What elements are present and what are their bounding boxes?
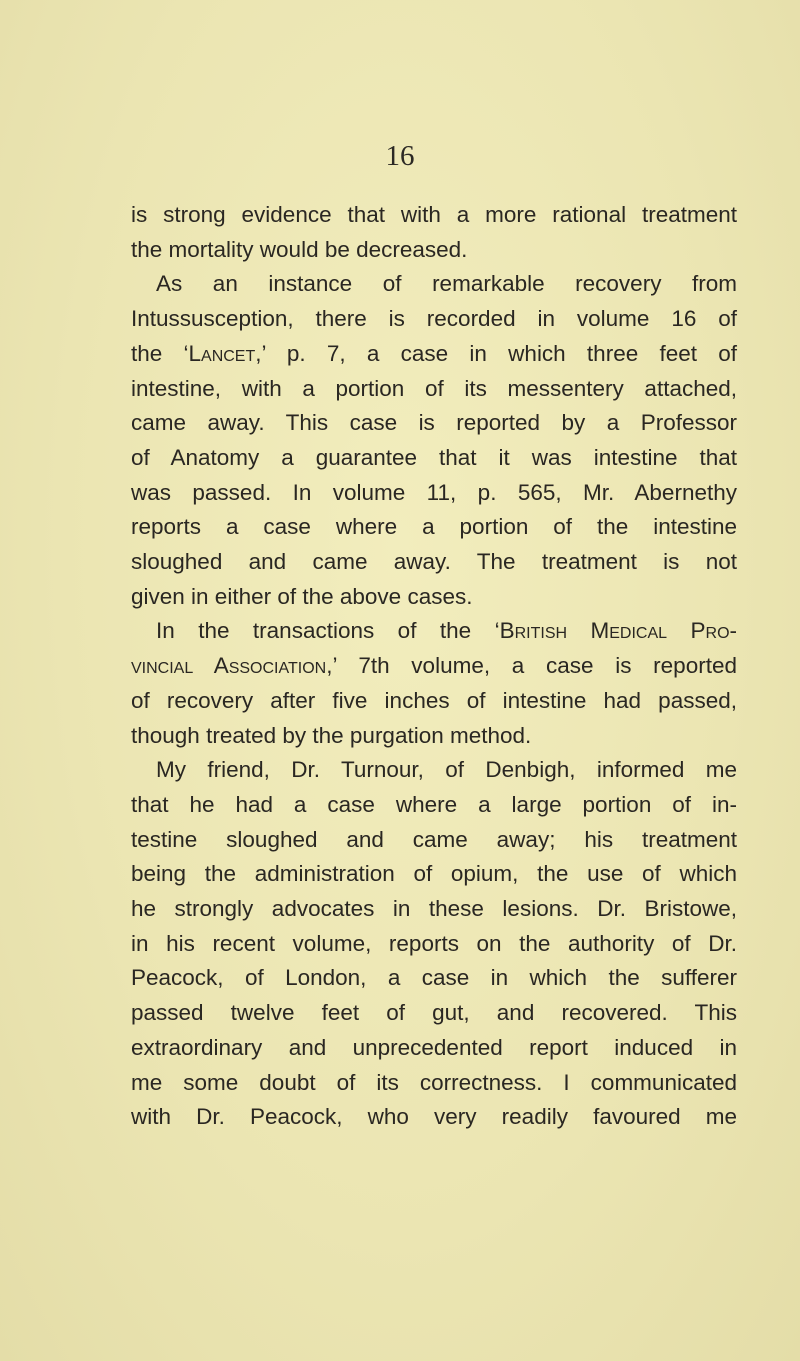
text-line: testine sloughed and came away; his treatment xyxy=(131,826,737,852)
page-number: 16 xyxy=(385,140,415,172)
text-line: that he had a case where a large portion of in- xyxy=(131,791,737,817)
text-line: me some doubt of its correctness. I communicated xyxy=(131,1069,737,1095)
journal-title-lancet: Lancet xyxy=(188,340,256,366)
text-line: sloughed and came away. The treatment is not xyxy=(131,549,737,575)
text-line: reports a case where a portion of the intestine xyxy=(131,514,737,540)
text-line: passed twelve feet of gut, and recovered. This xyxy=(131,1000,737,1026)
text-line: Peacock, of London, a case in which the sufferer xyxy=(131,965,737,991)
text-line: the mortality would be decreased. xyxy=(131,236,468,262)
text-line: given in either of the above cases. xyxy=(131,583,473,609)
text-line xyxy=(131,649,737,684)
association-name: vincial Association xyxy=(131,653,327,679)
text-fragment: ,’ p. 7, a case in which three feet of xyxy=(255,340,737,366)
text-fragment: the ‘ xyxy=(131,340,189,366)
text-line: intestine, with a portion of its messentery attached, xyxy=(131,375,737,401)
body-text xyxy=(131,198,737,1135)
text-line: of recovery after five inches of intestine had passed, xyxy=(131,687,737,713)
text-line: being the administration of opium, the use of which xyxy=(131,861,737,887)
text-line: extraordinary and unprecedented report induced in xyxy=(131,1034,737,1060)
text-line: he strongly advocates in these lesions. Dr. Bristowe, xyxy=(131,896,737,922)
text-line: with Dr. Peacock, who very readily favoured me xyxy=(131,1104,737,1130)
association-name: British Medical Pro- xyxy=(499,618,738,644)
text-fragment: In the transactions of the ‘ xyxy=(156,618,500,644)
text-line: My friend, Dr. Turnour, of Denbigh, informed me xyxy=(156,757,737,783)
text-line: was passed. In volume 11, p. 565, Mr. Abernethy xyxy=(131,479,737,505)
text-line: Intussusception, there is recorded in volume 16 of xyxy=(131,306,737,332)
text-line xyxy=(131,614,737,649)
text-line: is strong evidence that with a more rational treatment xyxy=(131,202,737,227)
text-fragment: ,’ 7th volume, a case is reported xyxy=(326,653,737,679)
text-line: As an instance of remarkable recovery from xyxy=(156,271,737,297)
text-line: though treated by the purgation method. xyxy=(131,722,532,748)
text-line: came away. This case is reported by a Professor xyxy=(131,410,737,436)
text-line: of Anatomy a guarantee that it was intestine that xyxy=(131,444,737,470)
text-line: in his recent volume, reports on the authority of Dr. xyxy=(131,930,737,956)
text-line xyxy=(131,337,737,372)
